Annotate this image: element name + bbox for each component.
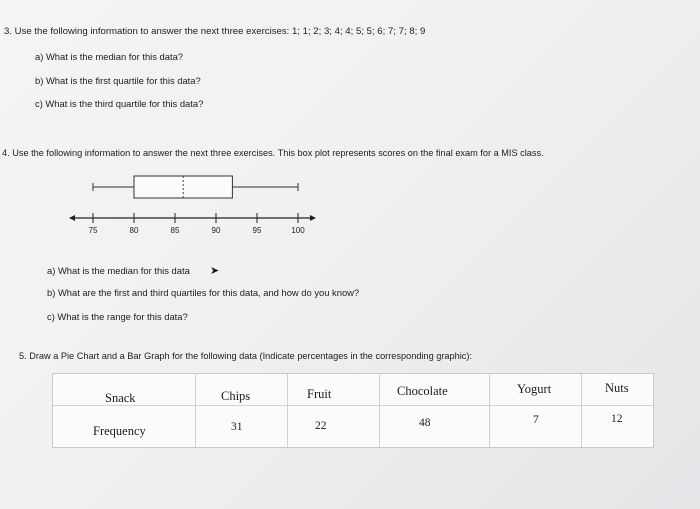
table-header-chips: Chips (221, 389, 251, 403)
axis-tick-label: 85 (170, 226, 180, 235)
box-plot (60, 170, 340, 242)
table-value-chocolate: 48 (419, 417, 431, 429)
table-value-nuts: 12 (611, 413, 623, 425)
table-header-chocolate: Chocolate (397, 384, 448, 398)
q4-prompt: 4. Use the following information to answer the next three exercises. This box plot represents scores on the final exam for a MIS class. (2, 148, 544, 158)
table-header-nuts: Nuts (605, 381, 629, 395)
q4-part-b: b) What are the first and third quartiles for this data, and how do you know? (47, 287, 360, 298)
axis-tick-label: 100 (291, 226, 305, 235)
right-arrow-icon (310, 215, 316, 221)
left-arrow-icon (69, 215, 75, 221)
axis-tick-label: 80 (129, 226, 139, 235)
iqr-box (134, 176, 232, 198)
table-header-fruit: Fruit (307, 387, 332, 401)
table-col-divider (581, 374, 582, 447)
cursor-icon: ➤ (210, 265, 220, 277)
table-value-fruit: 22 (315, 420, 327, 432)
table-col-divider (287, 374, 288, 447)
axis-tick-label: 95 (252, 226, 262, 235)
q3-part-a: a) What is the median for this data? (35, 51, 183, 62)
q3-prompt: 3. Use the following information to answer the next three exercises: 1; 1; 2; 3; 4; 4; 5; 5; 6; 7; 7; 8; 9 (4, 26, 426, 37)
table-row-divider (53, 405, 653, 406)
axis-tick-label: 90 (211, 226, 221, 235)
table-row-header-snack: Snack (105, 391, 136, 405)
q4-part-c: c) What is the range for this data? (47, 311, 188, 322)
table-header-yogurt: Yogurt (517, 382, 552, 396)
q3-part-b: b) What is the first quartile for this data? (35, 75, 201, 86)
table-col-divider (489, 374, 490, 447)
table-row-header-frequency: Frequency (93, 424, 146, 438)
table-value-yogurt: 7 (533, 414, 539, 426)
table-col-divider (379, 374, 380, 447)
table-col-divider (195, 374, 196, 447)
q4-part-a: a) What is the median for this data (47, 265, 190, 276)
table-value-chips: 31 (231, 421, 243, 433)
q3-part-c: c) What is the third quartile for this data? (35, 98, 204, 109)
snack-frequency-table (52, 373, 654, 448)
axis-tick-label: 75 (88, 226, 98, 235)
q5-prompt: 5. Draw a Pie Chart and a Bar Graph for the following data (Indicate percentages in the corresponding graphic): (19, 351, 472, 361)
